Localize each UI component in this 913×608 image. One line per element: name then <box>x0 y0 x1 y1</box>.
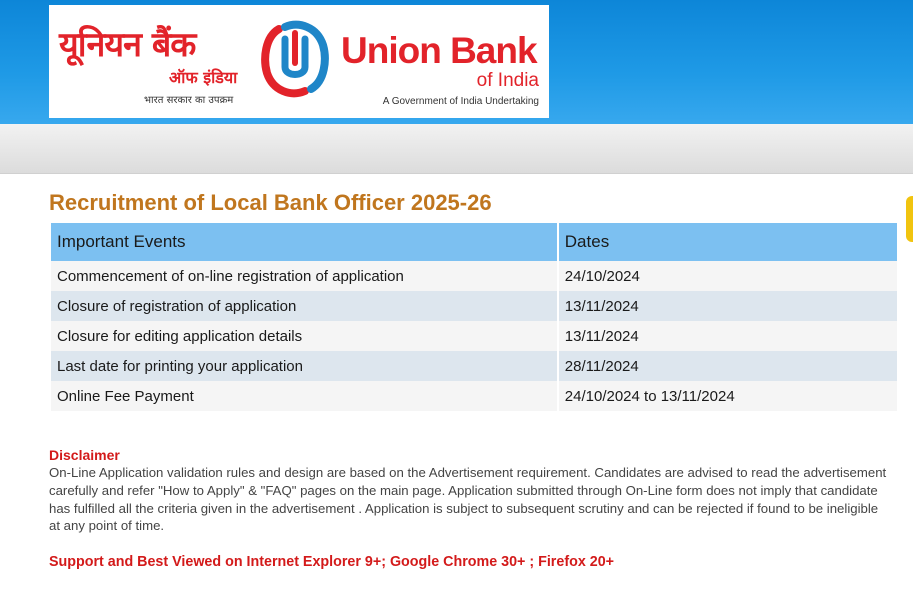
event-cell: Closure for editing application details <box>51 321 557 351</box>
date-cell: 24/10/2024 to 13/11/2024 <box>559 381 897 411</box>
table-row <box>51 351 897 381</box>
page-title: Recruitment of Local Bank Officer 2025-26 <box>49 190 492 215</box>
logo-english-tagline: A Government of India Undertaking <box>382 96 539 107</box>
logo-hindi-tagline: भारत सरकार का उपक्रम <box>144 95 234 106</box>
logo-english-name: Union Bank <box>341 30 537 71</box>
browser-support-note: Support and Best Viewed on Internet Explorer 9+; Google Chrome 30+ ; Firefox 20+ <box>49 554 614 570</box>
side-feedback-tab[interactable] <box>906 196 913 242</box>
event-cell: Commencement of on-line registration of application <box>51 261 557 291</box>
disclaimer-text: On-Line Application validation rules and design are based on the Advertisement requirement. Candidates are advised to read the advertisement carefully and refer "How to Apply" & "FAQ" pages on the main page. Application submitted through On-Line form does not imply that candidate has fulfilled all the criteria given in the advertisement . Application is subject to subsequent scrutiny and can be rejected if found to be ineligible at any point of time. <box>49 465 887 534</box>
header-band <box>0 0 913 124</box>
disclaimer-title: Disclaimer <box>49 447 120 463</box>
union-bank-u-emblem-icon <box>261 19 329 99</box>
table-row <box>51 261 897 291</box>
event-cell: Closure of registration of application <box>51 291 557 321</box>
important-events-table <box>49 223 899 411</box>
column-header-events: Important Events <box>51 223 557 261</box>
date-cell: 24/10/2024 <box>559 261 897 291</box>
logo-english-sub: of India <box>476 70 539 91</box>
column-header-dates: Dates <box>559 223 897 261</box>
union-bank-logo[interactable] <box>49 5 549 118</box>
date-cell: 13/11/2024 <box>559 291 897 321</box>
table-header-row <box>51 223 897 261</box>
logo-hindi-name: यूनियन बैंक <box>59 25 196 65</box>
date-cell: 28/11/2024 <box>559 351 897 381</box>
date-cell: 13/11/2024 <box>559 321 897 351</box>
logo-hindi-sub: ऑफ इंडिया <box>169 68 238 87</box>
navigation-bar <box>0 124 913 174</box>
event-cell: Last date for printing your application <box>51 351 557 381</box>
event-cell: Online Fee Payment <box>51 381 557 411</box>
table-row <box>51 321 897 351</box>
table-row <box>51 381 897 411</box>
table-row <box>51 291 897 321</box>
